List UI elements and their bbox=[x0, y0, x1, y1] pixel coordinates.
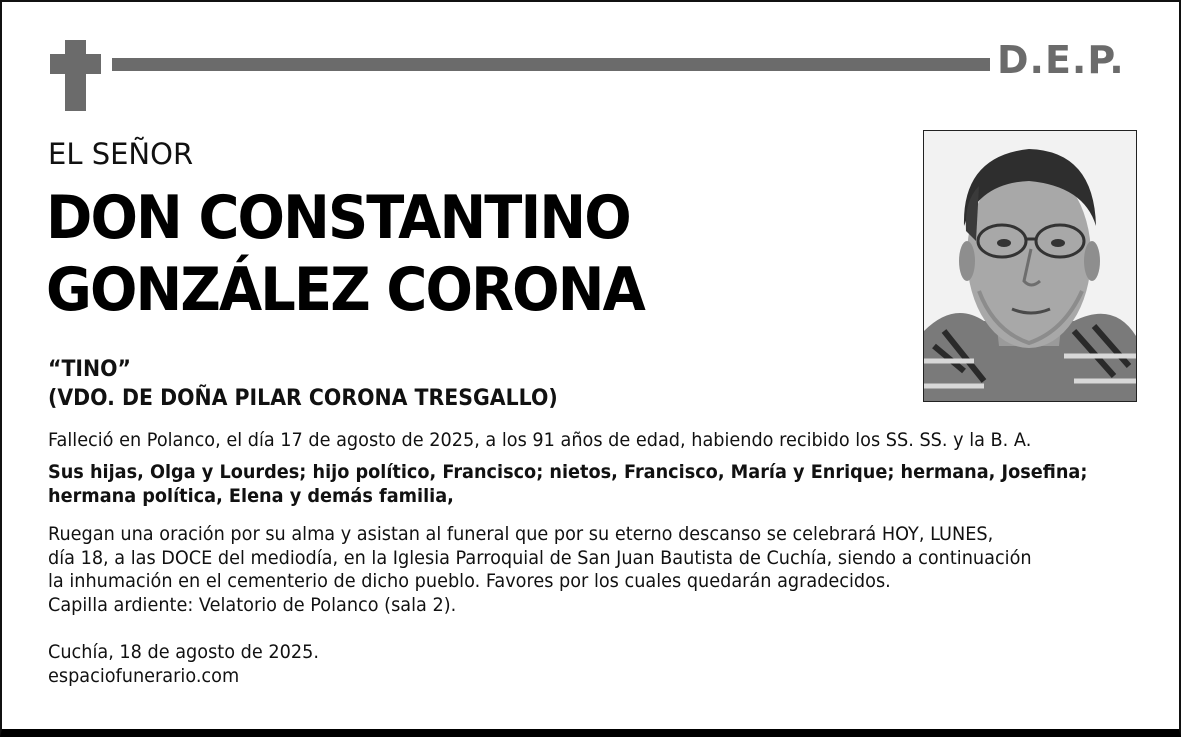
signature-block bbox=[48, 641, 1062, 688]
family-line-1: Sus hijas, Olga y Lourdes; hijo político, Francisco; nietos, Francisco, María y Enrique; hermana, Josefina; bbox=[48, 461, 1088, 483]
website: espaciofunerario.com bbox=[48, 664, 240, 687]
place-date: Cuchía, 18 de agosto de 2025. bbox=[48, 641, 319, 663]
dep-label: D.E.P. bbox=[997, 38, 1125, 82]
funeral-request bbox=[48, 523, 1062, 617]
request-line-3: la inhumación en el cementerio de dicho pueblo. Favores por los cuales quedarán agradecidos. bbox=[48, 570, 891, 592]
header-rule bbox=[112, 58, 990, 71]
widower-of: (VDO. DE DOÑA PILAR CORONA TRESGALLO) bbox=[48, 386, 558, 411]
pretitle: EL SEÑOR bbox=[48, 137, 194, 171]
chapel-info: Capilla ardiente: Velatorio de Polanco (sala 2). bbox=[48, 593, 457, 616]
request-line-1: Ruegan una oración por su alma y asistan al funeral que por su eterno descanso se celebrará HOY, LUNES, bbox=[48, 523, 994, 545]
request-line-2: día 18, a las DOCE del mediodía, en la Iglesia Parroquial de San Juan Bautista de Cuchía, siendo a continuación bbox=[48, 546, 1032, 569]
nickname: “TINO” bbox=[48, 357, 131, 382]
nickname-block bbox=[48, 355, 558, 413]
deceased-name-line1: DON CONSTANTINO bbox=[46, 183, 630, 253]
portrait-photo bbox=[923, 130, 1137, 402]
family-line-2: hermana política, Elena y demás familia, bbox=[48, 484, 454, 507]
death-info: Falleció en Polanco, el día 17 de agosto de 2025, a los 91 años de edad, habiendo recibido los SS. SS. y la B. A. bbox=[48, 429, 1032, 451]
deceased-name bbox=[46, 182, 837, 326]
deceased-name-line2: GONZÁLEZ CORONA bbox=[46, 255, 644, 325]
family-list bbox=[48, 461, 1088, 508]
